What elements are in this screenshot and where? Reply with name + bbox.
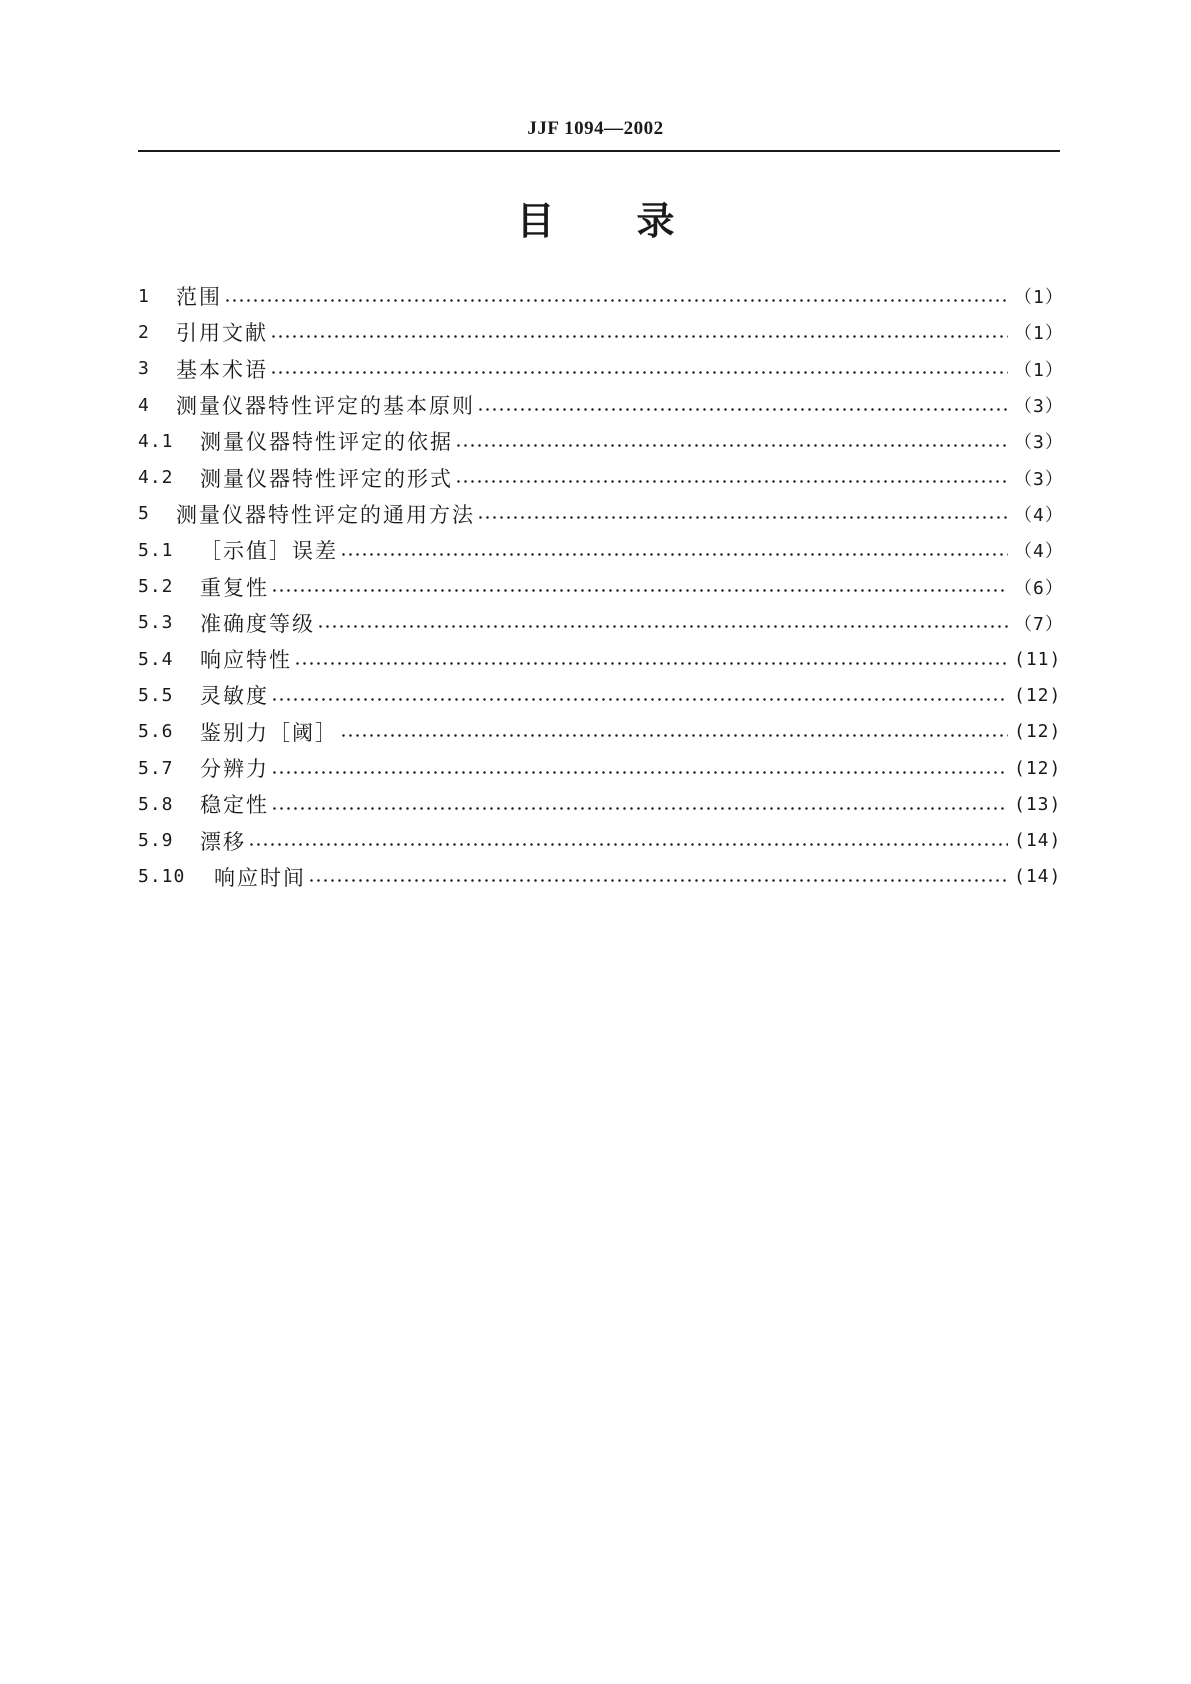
- toc-entry-title: 引用文献: [176, 321, 268, 346]
- dot-leader: [271, 589, 1008, 592]
- toc-entry-number: 5.1: [138, 539, 174, 561]
- toc-entry-title: 灵敏度: [200, 684, 269, 709]
- toc-entry[interactable]: [138, 496, 1064, 532]
- toc-entry-page: （6）: [1014, 577, 1064, 599]
- toc-entry-title: 稳定性: [200, 793, 269, 818]
- toc-entry-number: 5.3: [138, 612, 174, 634]
- toc-entry[interactable]: [138, 314, 1064, 350]
- toc-entry[interactable]: [138, 605, 1064, 641]
- dot-leader: [477, 408, 1008, 411]
- toc-title-char-1: 目: [516, 199, 555, 243]
- toc-entry[interactable]: [138, 387, 1064, 423]
- toc-entry[interactable]: [138, 423, 1064, 459]
- toc-entry[interactable]: [138, 459, 1064, 495]
- dot-leader: [271, 807, 1008, 810]
- toc-entry-number: 4.1: [138, 430, 174, 452]
- toc-entry-title: 分辨力: [200, 757, 269, 781]
- dot-leader: [271, 698, 1008, 701]
- table-of-contents: [138, 278, 1064, 895]
- toc-entry-number: 3: [138, 358, 150, 380]
- toc-entry-title: 测量仪器特性评定的依据: [200, 430, 453, 455]
- toc-entry[interactable]: [138, 532, 1064, 568]
- dot-leader: [248, 843, 1008, 846]
- toc-entry-page: （1）: [1014, 323, 1064, 345]
- dot-leader: [477, 516, 1008, 519]
- toc-entry-number: 4.2: [138, 467, 174, 489]
- toc-entry-title: 鉴别力［阈］: [200, 720, 338, 745]
- toc-entry-number: 5.8: [138, 793, 174, 815]
- toc-entry-number: 5: [138, 503, 150, 525]
- toc-title-char-2: 录: [636, 199, 675, 243]
- document-code-header: JJF 1094—2002: [527, 118, 664, 139]
- toc-entry-title: 基本术语: [176, 357, 268, 382]
- toc-entry-title: 测量仪器特性评定的形式: [200, 466, 453, 491]
- toc-entry-number: 5.2: [138, 576, 174, 598]
- toc-entry-number: 5.5: [138, 684, 174, 706]
- dot-leader: [455, 480, 1008, 483]
- dot-leader: [340, 734, 1008, 737]
- toc-entry-title: 重复性: [200, 575, 269, 600]
- toc-entry-number: 2: [138, 321, 150, 343]
- dot-leader: [317, 625, 1008, 628]
- toc-entry-number: 5.9: [138, 830, 174, 852]
- toc-entry-number: 5.7: [138, 757, 174, 779]
- toc-entry-page: （7）: [1014, 613, 1064, 635]
- header-divider: [138, 150, 1060, 152]
- toc-entry-title: 响应特性: [200, 648, 292, 673]
- toc-entry-page: （3）: [1014, 468, 1064, 490]
- toc-entry-number: 5.4: [138, 648, 174, 670]
- toc-entry-title: ［示值］误差: [200, 539, 338, 564]
- toc-entry-number: 5.6: [138, 721, 174, 743]
- toc-entry[interactable]: [138, 677, 1060, 713]
- toc-entry-title: 响应时间: [214, 865, 306, 890]
- dot-leader: [270, 335, 1008, 338]
- toc-entry-page: （4）: [1014, 504, 1064, 526]
- toc-entry-page: (14): [1014, 830, 1062, 852]
- toc-entry-number: 4: [138, 394, 150, 416]
- toc-entry[interactable]: [138, 714, 1060, 750]
- toc-entry-page: （1）: [1014, 359, 1064, 381]
- toc-entry-page: (13): [1014, 793, 1062, 815]
- toc-entry-page: （3）: [1014, 396, 1064, 418]
- dot-leader: [455, 444, 1008, 447]
- toc-entry-page: （1）: [1014, 287, 1064, 309]
- toc-entry-title: 测量仪器特性评定的基本原则: [176, 394, 475, 419]
- dot-leader: [294, 662, 1008, 665]
- toc-entry[interactable]: [138, 351, 1064, 387]
- toc-entry[interactable]: [138, 278, 1064, 314]
- toc-entry-page: （4）: [1014, 541, 1064, 563]
- toc-entry-page: (12): [1014, 721, 1062, 743]
- toc-entry-title: 测量仪器特性评定的通用方法: [176, 502, 475, 527]
- toc-entry-page: （3）: [1014, 432, 1064, 454]
- toc-entry[interactable]: [138, 641, 1060, 677]
- dot-leader: [308, 879, 1008, 882]
- toc-entry-page: (12): [1014, 757, 1062, 779]
- dot-leader: [224, 299, 1008, 302]
- toc-entry-page: (11): [1014, 648, 1062, 670]
- dot-leader: [270, 371, 1008, 374]
- toc-entry-number: 1: [138, 285, 150, 307]
- dot-leader: [340, 553, 1008, 556]
- toc-entry[interactable]: [138, 568, 1064, 604]
- toc-entry[interactable]: [138, 822, 1060, 858]
- toc-entry-page: (12): [1014, 684, 1062, 706]
- toc-entry-title: 准确度等级: [200, 611, 315, 636]
- toc-title: [0, 196, 1191, 246]
- toc-entry[interactable]: [138, 750, 1060, 786]
- toc-entry[interactable]: [138, 859, 1060, 895]
- toc-entry-title: 漂移: [200, 829, 246, 854]
- dot-leader: [271, 771, 1008, 774]
- toc-entry[interactable]: [138, 786, 1060, 822]
- toc-entry-page: (14): [1014, 866, 1062, 888]
- toc-entry-title: 范围: [176, 285, 222, 310]
- toc-entry-number: 5.10: [138, 866, 186, 888]
